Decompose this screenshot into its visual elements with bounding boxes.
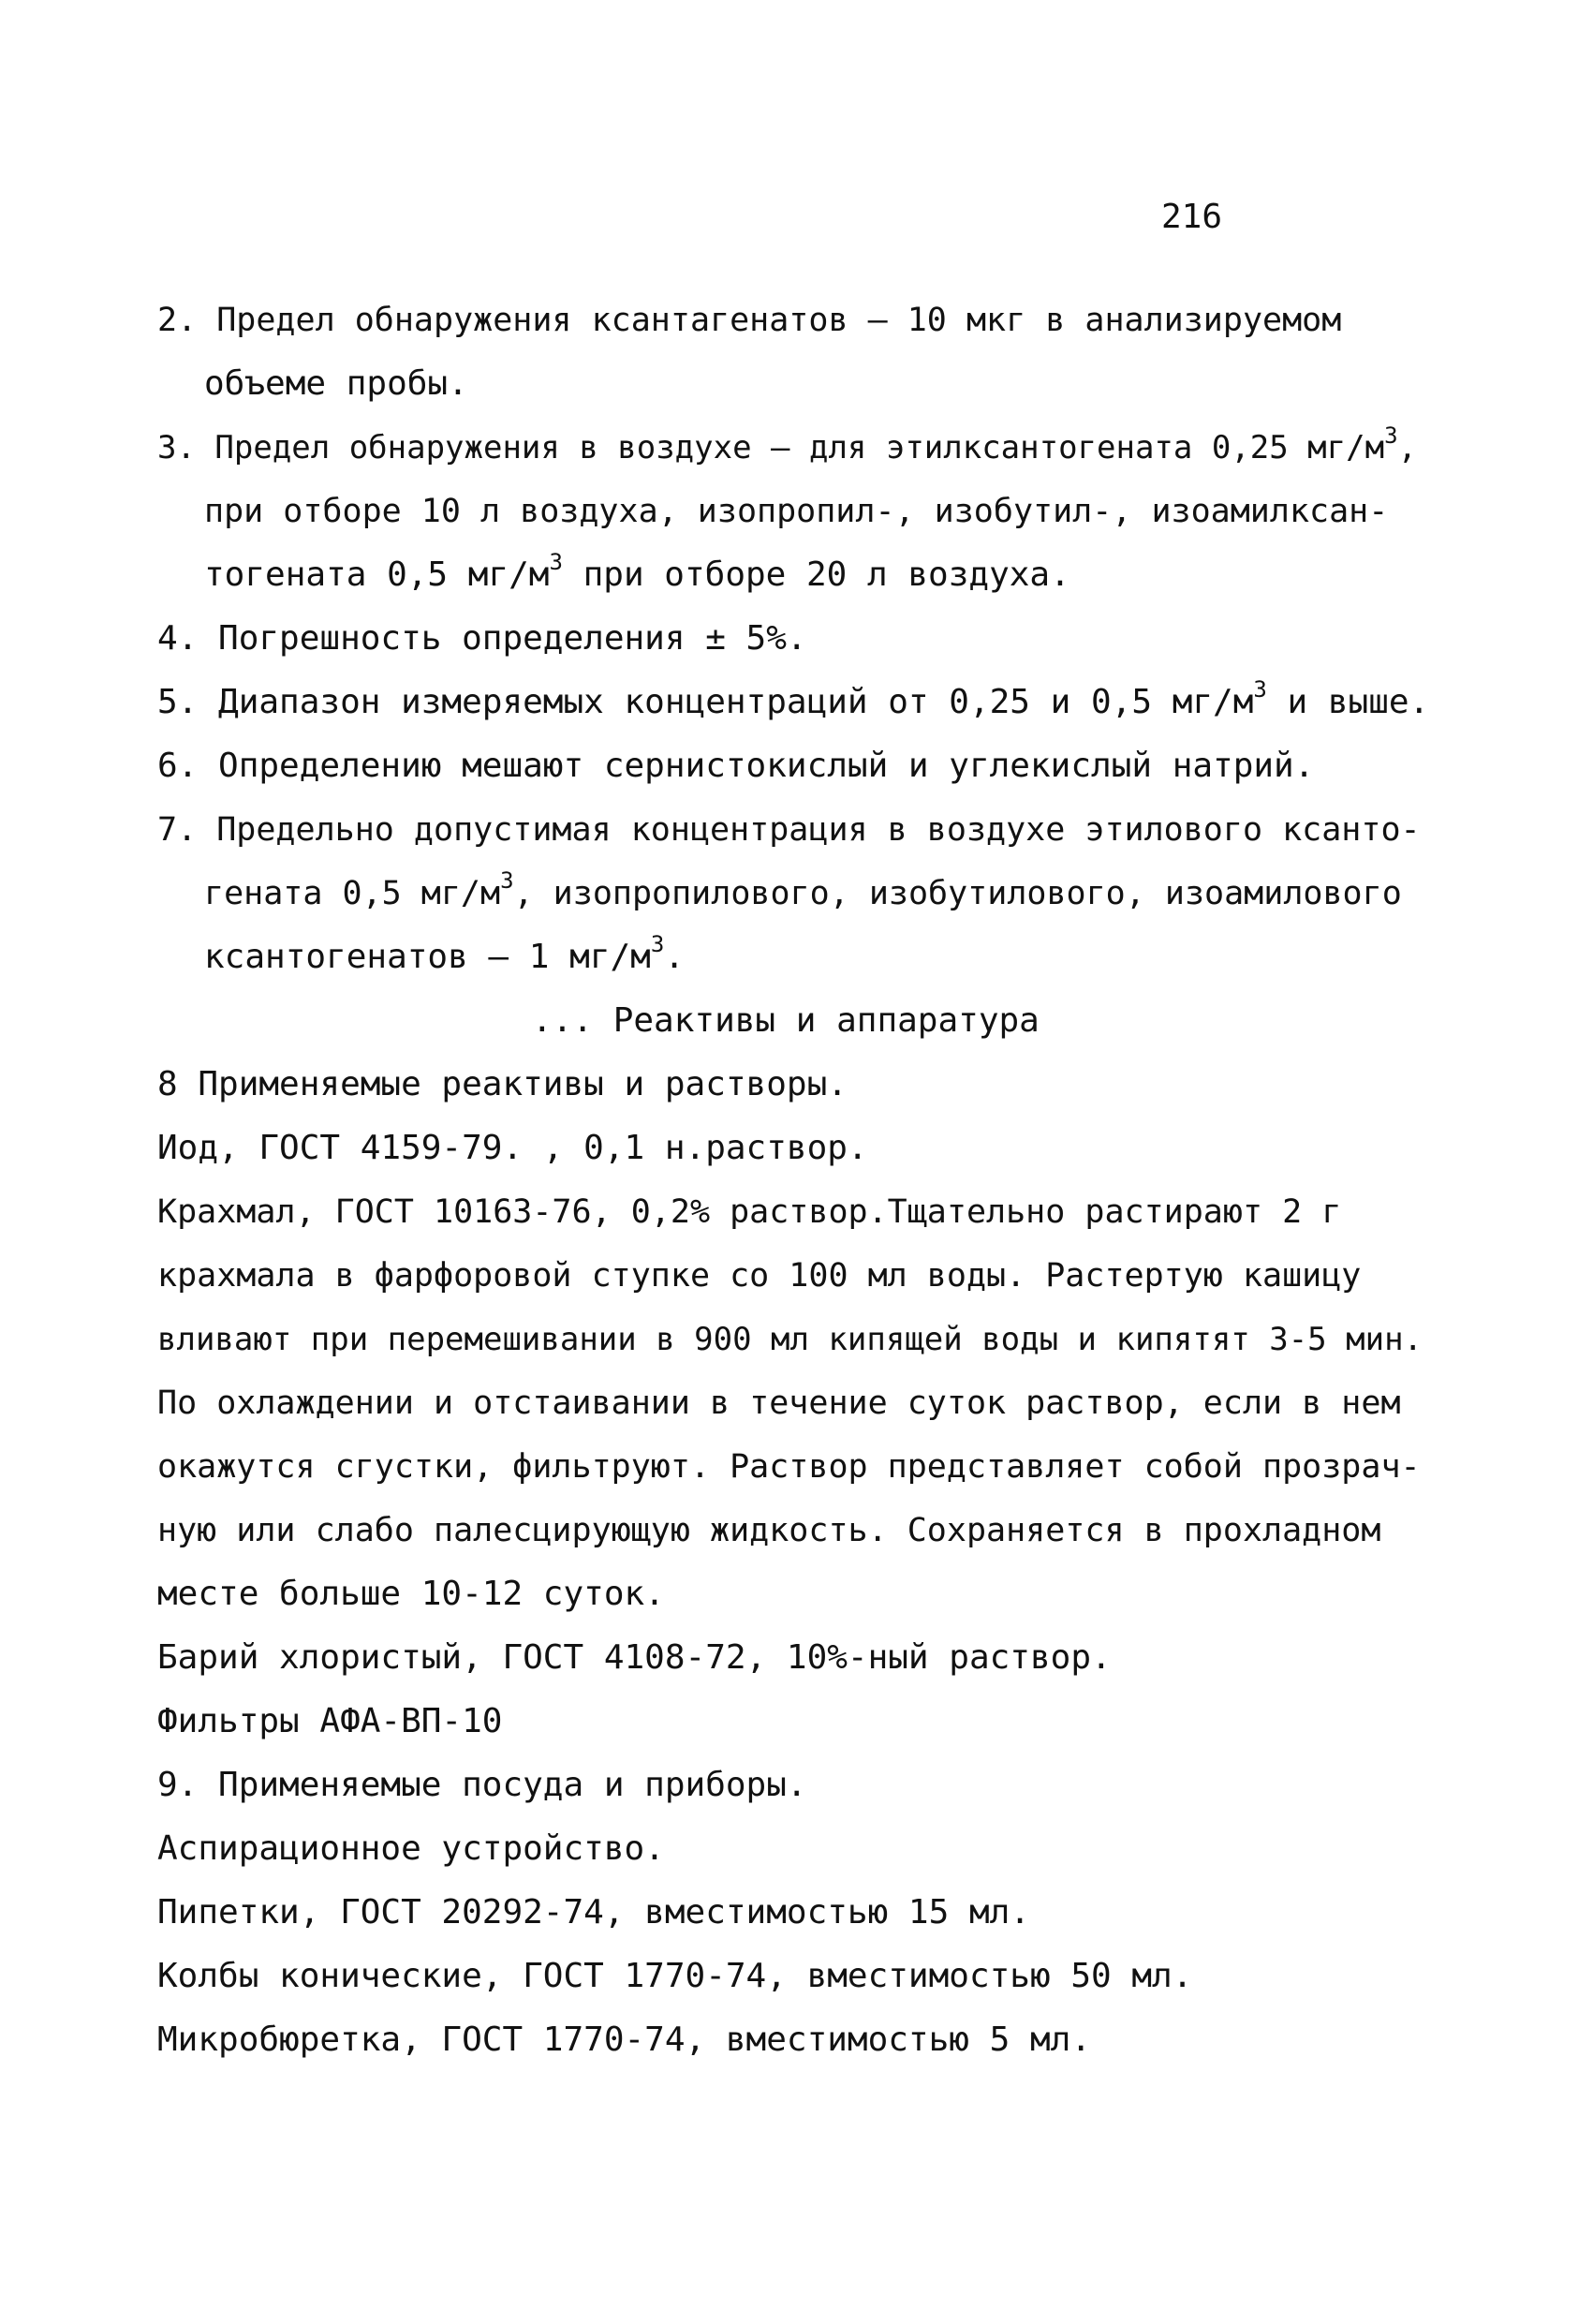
text-line: Пипетки, ГОСТ 20292-74, вместимостью 15 мл. [157, 1893, 1030, 1932]
section-heading: ... Реактивы и аппаратура [532, 1001, 1040, 1040]
text-line: окажутся сгустки, фильтруют. Раствор представляет собой прозрач- [157, 1448, 1421, 1486]
text-line: 8 Применяемые реактивы и растворы. [157, 1065, 848, 1103]
text-line: 7. Предельно допустимая концентрация в воздухе этилового ксанто- [157, 811, 1421, 849]
text-line: тогената 0,5 $мг/м^3$ при отборе 20 л воздуха. [204, 549, 1070, 594]
text-line: вливают при перемешивании в 900 мл кипящей воды и кипятят 3-5 мин. [157, 1321, 1423, 1358]
text-line: 4. Погрешность определения ± 5%. [157, 619, 807, 658]
text-line: Фильтры АФА-ВП-10 [157, 1702, 503, 1740]
text-line: 3. Предел обнаружения в воздухе – для этилксантогената 0,25 $мг/м^3$, [157, 422, 1417, 466]
page-number: 216 [1161, 198, 1223, 236]
text-line: ную или слабо палесцирующую жидкость. Сохраняется в прохладном [157, 1512, 1381, 1549]
text-line: ксантогенатов – 1 $мг/м^3$. [204, 931, 685, 976]
text-line: крахмала в фарфоровой ступке со 100 мл воды. Растертую кашицу [157, 1257, 1362, 1295]
text-line: гената 0,5 $мг/м^3$, изопропилового, изобутилового, изоамилового [204, 867, 1402, 912]
text-line: Микробюретка, ГОСТ 1770-74, вместимостью 5 мл. [157, 2021, 1091, 2059]
text-line: при отборе 10 л воздуха, изопропил-, изобутил-, изоамилксан- [204, 493, 1389, 530]
text-line: 5. Диапазон измеряемых концентраций от 0,25 и 0,5 $мг/м^3$ и выше. [157, 676, 1430, 721]
text-line: 6. Определению мешают сернистокислый и углекислый натрий. [157, 747, 1315, 785]
text-line: объеме пробы. [204, 364, 468, 403]
text-line: Иод, ГОСТ 4159-79. , 0,1 н.раствор. [157, 1129, 868, 1167]
text-line: Барий хлористый, ГОСТ 4108-72, 10%-ный раствор. [157, 1638, 1112, 1677]
text-line: По охлаждении и отстаивании в течение суток раствор, если в нем [157, 1384, 1401, 1422]
text-line: Крахмал, ГОСТ 10163-76, 0,2% раствор.Тщательно растирают 2 г [157, 1193, 1342, 1231]
text-line: 2. Предел обнаружения ксантагенатов – 10 мкг в анализируемом [157, 302, 1342, 339]
text-line: месте больше 10-12 суток. [157, 1575, 665, 1613]
text-line: Аспирационное устройство. [157, 1829, 665, 1868]
text-line: Колбы конические, ГОСТ 1770-74, вместимостью 50 мл. [157, 1957, 1193, 1995]
text-line: 9. Применяемые посуда и приборы. [157, 1766, 807, 1804]
